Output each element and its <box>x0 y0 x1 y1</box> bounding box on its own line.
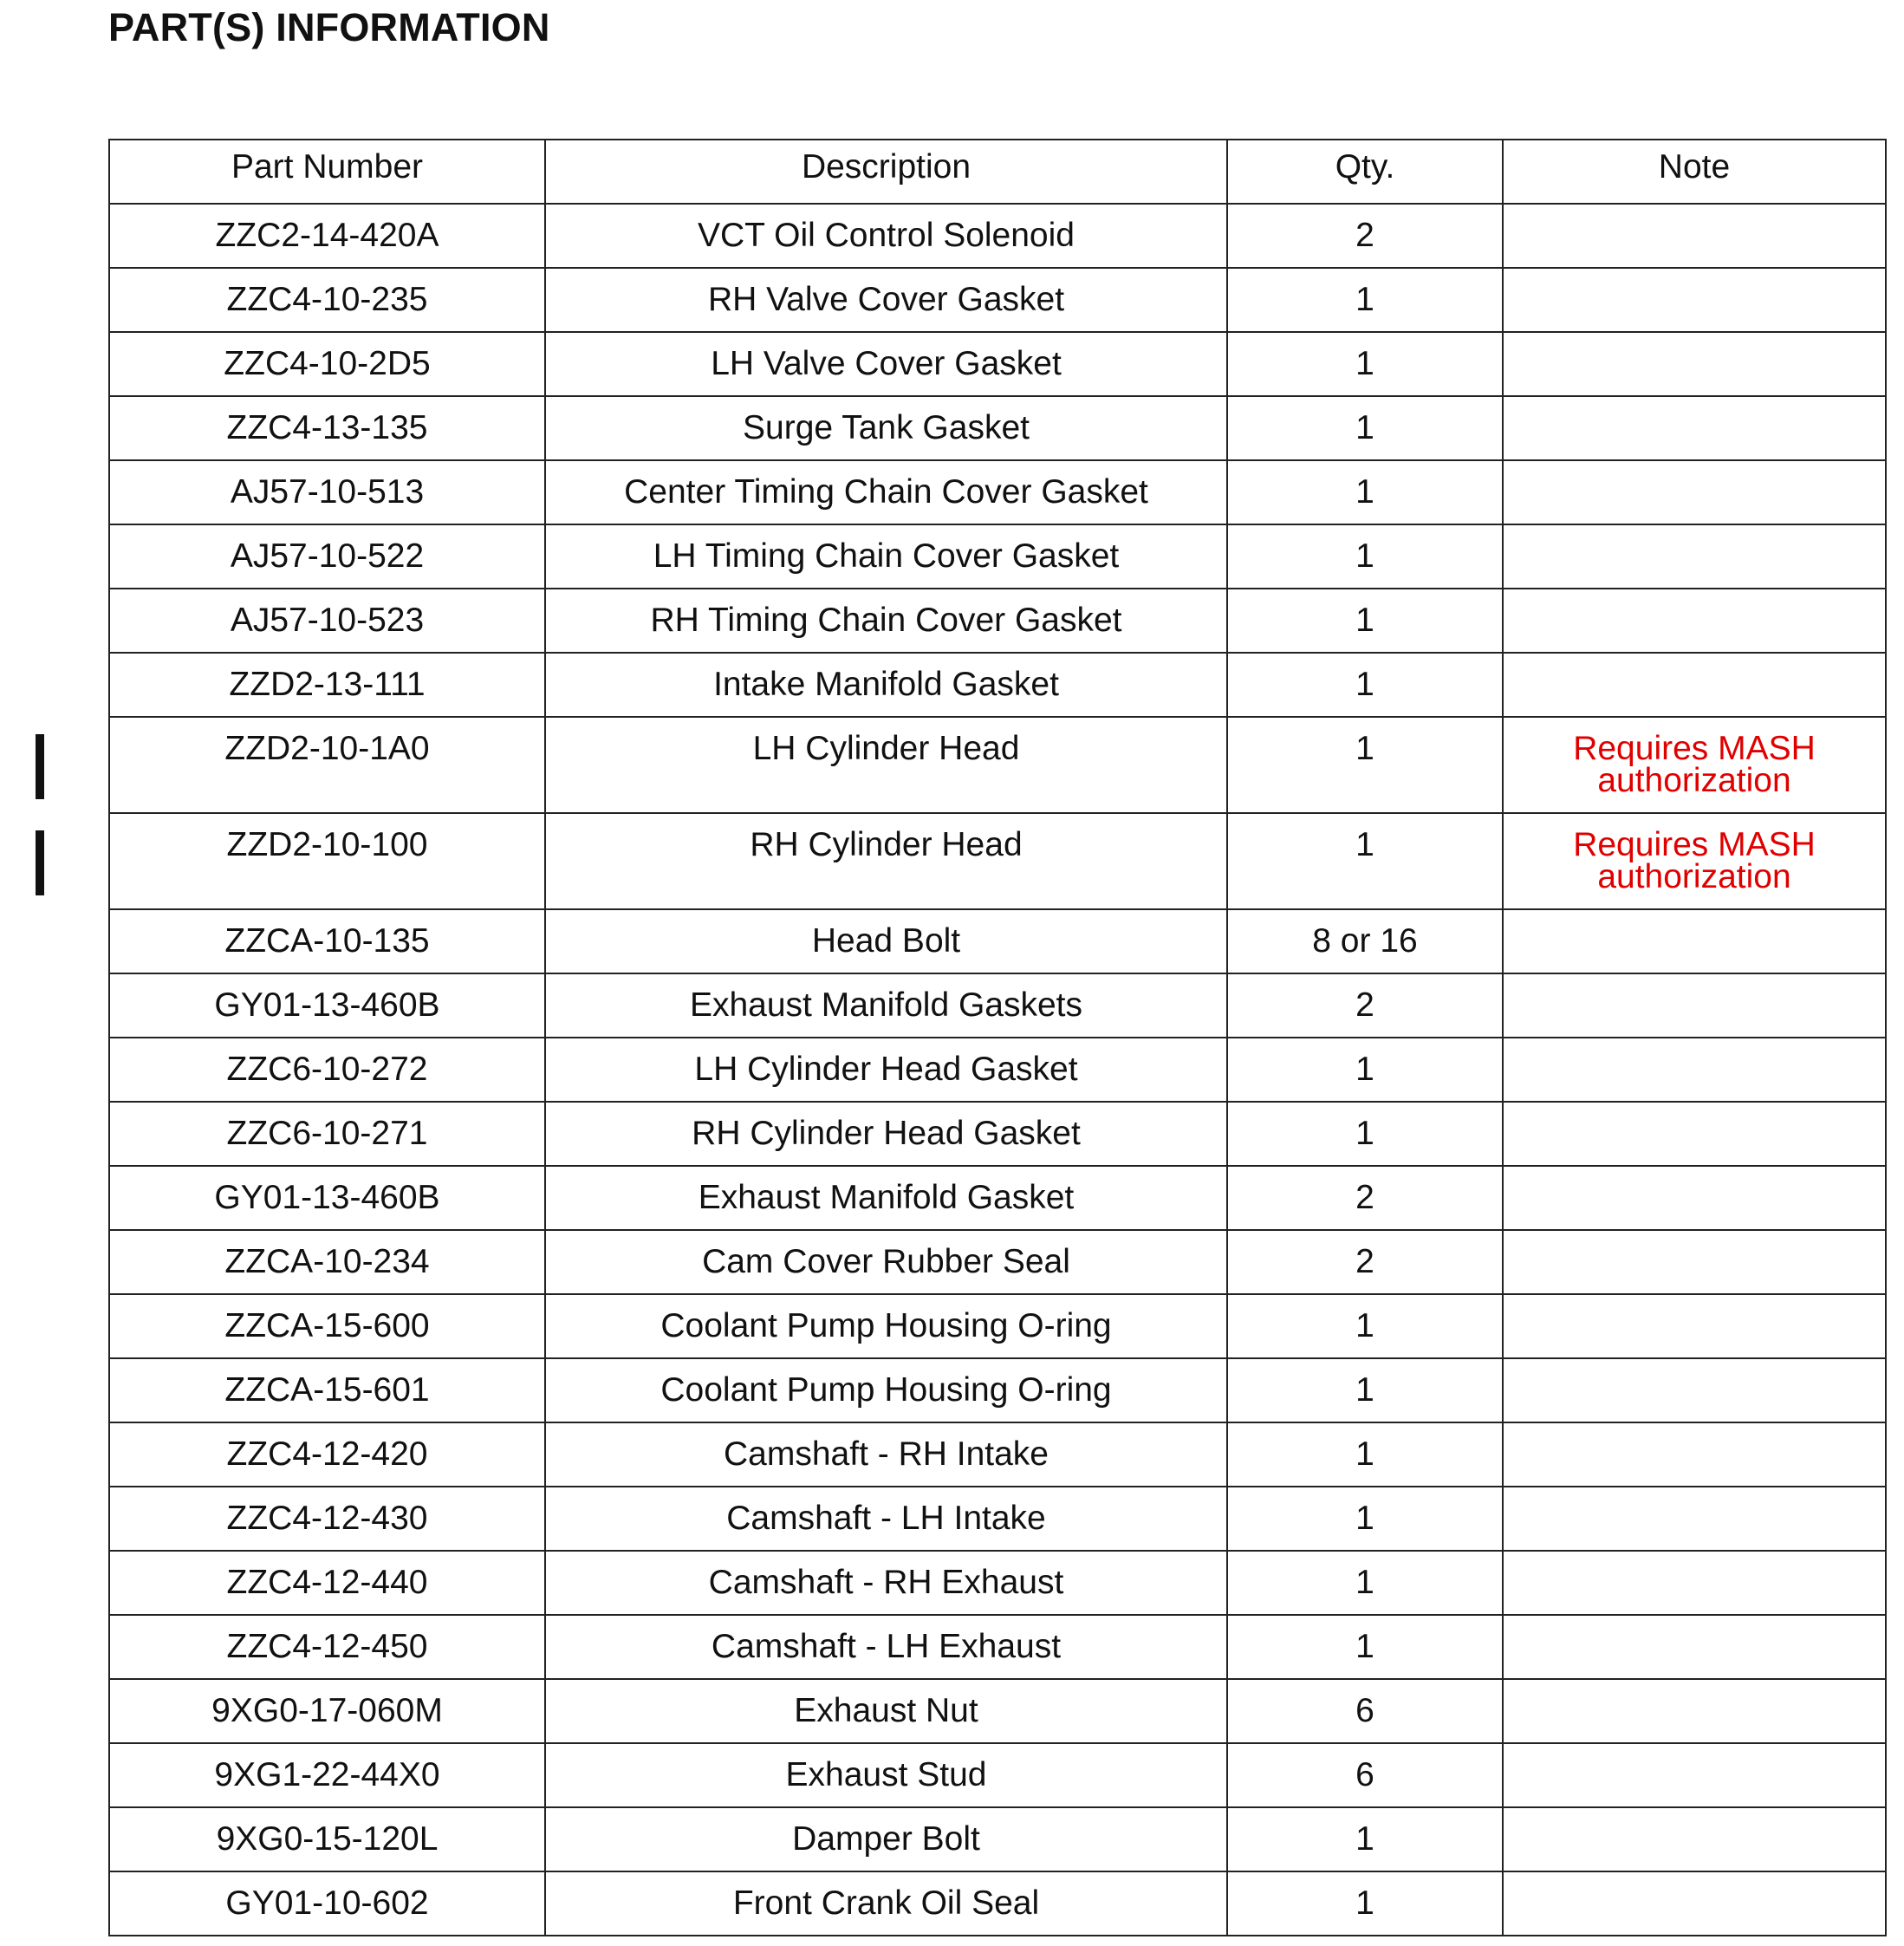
cell-description: Center Timing Chain Cover Gasket <box>545 460 1227 524</box>
cell-note <box>1503 589 1886 653</box>
cell-qty: 1 <box>1227 1871 1503 1936</box>
table-row <box>109 460 1886 524</box>
table-row <box>109 268 1886 332</box>
table-row <box>109 717 1886 813</box>
cell-note <box>1503 653 1886 717</box>
cell-part-number: ZZC6-10-271 <box>109 1102 545 1166</box>
table-row <box>109 1615 1886 1679</box>
cell-part-number: 9XG0-17-060M <box>109 1679 545 1743</box>
cell-description: Camshaft - RH Exhaust <box>545 1551 1227 1615</box>
revision-change-bar <box>36 830 44 895</box>
cell-description: Coolant Pump Housing O-ring <box>545 1358 1227 1422</box>
table-row <box>109 1038 1886 1102</box>
cell-note <box>1503 268 1886 332</box>
cell-qty: 1 <box>1227 396 1503 460</box>
cell-note <box>1503 973 1886 1038</box>
cell-note <box>1503 1807 1886 1871</box>
table-row <box>109 1743 1886 1807</box>
cell-qty: 1 <box>1227 1294 1503 1358</box>
cell-description: Intake Manifold Gasket <box>545 653 1227 717</box>
note-line: Requires MASH <box>1573 730 1816 767</box>
table-row <box>109 813 1886 909</box>
cell-description: RH Cylinder Head <box>545 813 1227 909</box>
cell-qty: 1 <box>1227 1038 1503 1102</box>
cell-description: Surge Tank Gasket <box>545 396 1227 460</box>
note-line: authorization <box>1597 762 1791 799</box>
page-title: PART(S) INFORMATION <box>108 5 550 49</box>
cell-qty: 6 <box>1227 1679 1503 1743</box>
cell-note <box>1503 1102 1886 1166</box>
revision-change-bar <box>36 734 44 799</box>
cell-note <box>1503 1551 1886 1615</box>
cell-description: LH Cylinder Head Gasket <box>545 1038 1227 1102</box>
table-row <box>109 589 1886 653</box>
table-row <box>109 396 1886 460</box>
cell-description: Cam Cover Rubber Seal <box>545 1230 1227 1294</box>
table-row <box>109 1166 1886 1230</box>
table-row <box>109 524 1886 589</box>
cell-qty: 8 or 16 <box>1227 909 1503 973</box>
cell-note <box>1503 1679 1886 1743</box>
cell-description: LH Valve Cover Gasket <box>545 332 1227 396</box>
cell-description: Camshaft - RH Intake <box>545 1422 1227 1487</box>
cell-qty: 2 <box>1227 1230 1503 1294</box>
table-row <box>109 653 1886 717</box>
header-qty: Qty. <box>1227 140 1503 204</box>
cell-description: Exhaust Manifold Gasket <box>545 1166 1227 1230</box>
table-row <box>109 1679 1886 1743</box>
cell-note <box>1503 1487 1886 1551</box>
cell-description: VCT Oil Control Solenoid <box>545 204 1227 268</box>
cell-qty: 1 <box>1227 268 1503 332</box>
table-row <box>109 1422 1886 1487</box>
cell-note <box>1503 1294 1886 1358</box>
cell-qty: 1 <box>1227 1615 1503 1679</box>
cell-part-number: AJ57-10-523 <box>109 589 545 653</box>
cell-note <box>1503 909 1886 973</box>
cell-part-number: ZZD2-13-111 <box>109 653 545 717</box>
cell-note <box>1503 1422 1886 1487</box>
cell-part-number: ZZC4-12-440 <box>109 1551 545 1615</box>
cell-qty: 1 <box>1227 813 1503 909</box>
cell-note <box>1503 1358 1886 1422</box>
cell-note <box>1503 1038 1886 1102</box>
cell-qty: 1 <box>1227 1807 1503 1871</box>
cell-note <box>1503 1166 1886 1230</box>
cell-qty: 1 <box>1227 1551 1503 1615</box>
cell-qty: 1 <box>1227 1422 1503 1487</box>
cell-description: Camshaft - LH Exhaust <box>545 1615 1227 1679</box>
cell-part-number: AJ57-10-513 <box>109 460 545 524</box>
cell-note <box>1503 524 1886 589</box>
table-row <box>109 909 1886 973</box>
cell-description: RH Valve Cover Gasket <box>545 268 1227 332</box>
table-row <box>109 1294 1886 1358</box>
cell-note <box>1503 396 1886 460</box>
table-row <box>109 1358 1886 1422</box>
cell-qty: 1 <box>1227 1358 1503 1422</box>
cell-qty: 2 <box>1227 204 1503 268</box>
cell-note-authorization <box>1503 717 1886 813</box>
cell-note <box>1503 332 1886 396</box>
cell-part-number: ZZCA-10-234 <box>109 1230 545 1294</box>
cell-qty: 6 <box>1227 1743 1503 1807</box>
header-note: Note <box>1503 140 1886 204</box>
cell-description: Front Crank Oil Seal <box>545 1871 1227 1936</box>
cell-qty: 1 <box>1227 653 1503 717</box>
note-line: Requires MASH <box>1573 826 1816 863</box>
cell-note <box>1503 204 1886 268</box>
cell-part-number: ZZCA-15-601 <box>109 1358 545 1422</box>
cell-qty: 1 <box>1227 717 1503 813</box>
cell-part-number: ZZCA-15-600 <box>109 1294 545 1358</box>
cell-part-number: ZZC4-13-135 <box>109 396 545 460</box>
table-row <box>109 204 1886 268</box>
cell-description: LH Cylinder Head <box>545 717 1227 813</box>
cell-qty: 1 <box>1227 460 1503 524</box>
cell-part-number: ZZC4-10-2D5 <box>109 332 545 396</box>
table-row <box>109 1551 1886 1615</box>
cell-part-number: ZZD2-10-1A0 <box>109 717 545 813</box>
cell-description: Exhaust Nut <box>545 1679 1227 1743</box>
cell-part-number: GY01-10-602 <box>109 1871 545 1936</box>
cell-description: RH Timing Chain Cover Gasket <box>545 589 1227 653</box>
note-line: authorization <box>1597 858 1791 895</box>
cell-qty: 1 <box>1227 589 1503 653</box>
cell-qty: 2 <box>1227 973 1503 1038</box>
cell-note <box>1503 1871 1886 1936</box>
cell-part-number: AJ57-10-522 <box>109 524 545 589</box>
cell-part-number: ZZC2-14-420A <box>109 204 545 268</box>
cell-part-number: ZZC4-12-430 <box>109 1487 545 1551</box>
table-header-row <box>109 140 1886 204</box>
cell-part-number: ZZC4-12-420 <box>109 1422 545 1487</box>
table-row <box>109 332 1886 396</box>
cell-part-number: ZZC4-10-235 <box>109 268 545 332</box>
cell-qty: 1 <box>1227 1102 1503 1166</box>
cell-part-number: ZZCA-10-135 <box>109 909 545 973</box>
cell-part-number: ZZD2-10-100 <box>109 813 545 909</box>
cell-note <box>1503 1230 1886 1294</box>
cell-qty: 1 <box>1227 1487 1503 1551</box>
cell-note <box>1503 1743 1886 1807</box>
cell-part-number: GY01-13-460B <box>109 1166 545 1230</box>
table-row <box>109 1871 1886 1936</box>
cell-description: LH Timing Chain Cover Gasket <box>545 524 1227 589</box>
cell-description: Damper Bolt <box>545 1807 1227 1871</box>
cell-part-number: GY01-13-460B <box>109 973 545 1038</box>
cell-description: RH Cylinder Head Gasket <box>545 1102 1227 1166</box>
cell-part-number: ZZC6-10-272 <box>109 1038 545 1102</box>
cell-description: Coolant Pump Housing O-ring <box>545 1294 1227 1358</box>
table-row <box>109 1807 1886 1871</box>
cell-part-number: ZZC4-12-450 <box>109 1615 545 1679</box>
cell-description: Exhaust Manifold Gaskets <box>545 973 1227 1038</box>
cell-qty: 1 <box>1227 332 1503 396</box>
header-description: Description <box>545 140 1227 204</box>
cell-description: Head Bolt <box>545 909 1227 973</box>
cell-note-authorization <box>1503 813 1886 909</box>
cell-note <box>1503 460 1886 524</box>
parts-table <box>108 139 1887 1936</box>
cell-qty: 2 <box>1227 1166 1503 1230</box>
header-part-number: Part Number <box>109 140 545 204</box>
table-row <box>109 1102 1886 1166</box>
cell-description: Exhaust Stud <box>545 1743 1227 1807</box>
table-row <box>109 973 1886 1038</box>
cell-part-number: 9XG0-15-120L <box>109 1807 545 1871</box>
cell-qty: 1 <box>1227 524 1503 589</box>
table-row <box>109 1230 1886 1294</box>
cell-description: Camshaft - LH Intake <box>545 1487 1227 1551</box>
cell-note <box>1503 1615 1886 1679</box>
table-row <box>109 1487 1886 1551</box>
cell-part-number: 9XG1-22-44X0 <box>109 1743 545 1807</box>
